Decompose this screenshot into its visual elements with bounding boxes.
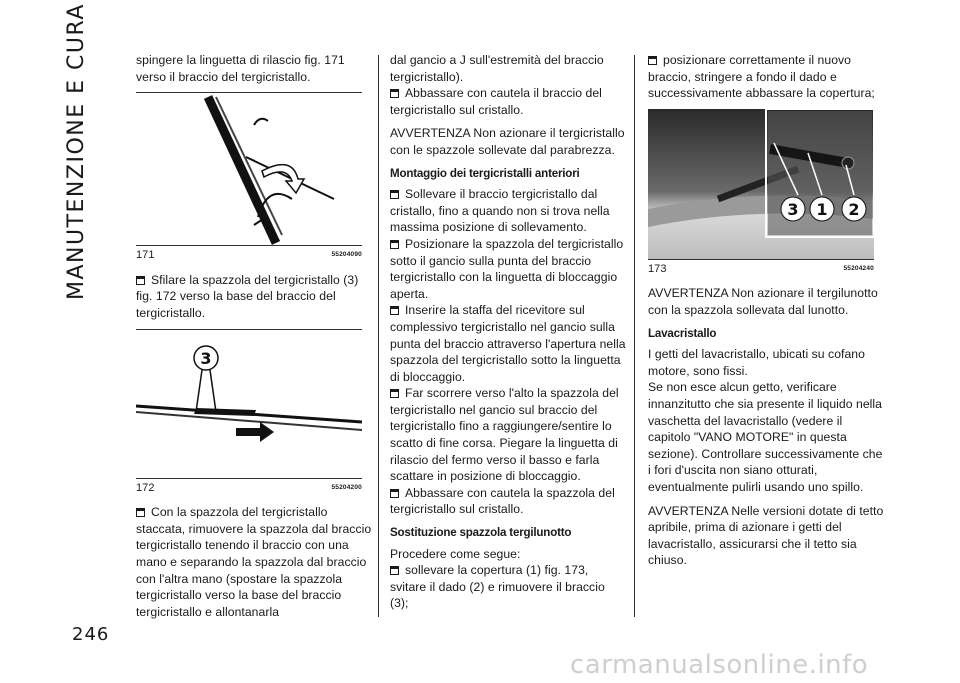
warning-text: AVVERTENZA Non azionare il tergicristallo con le spazzole sollevate dal parabrezza. bbox=[390, 126, 625, 157]
bullet-icon bbox=[390, 240, 399, 249]
bullet-text: Inserire la staffa del ricevitore sul complessivo tergicristallo nel gancio sulla punta del braccio attraverso l'apertura nella spazzola del tergicristallo sotto la linguetta di bloccaggio. bbox=[390, 303, 626, 384]
bullet-icon bbox=[390, 306, 399, 315]
callout-3: 3 bbox=[787, 199, 799, 219]
column-3 bbox=[648, 52, 884, 576]
bullet-text: Sollevare il braccio tergicristallo dal cristallo, fino a quando non si trova nella massima posizione di sollevamento. bbox=[390, 187, 610, 235]
bullet-text: sollevare la copertura (1) fig. 173, svitare il dado (2) e rimuovere il braccio (3); bbox=[390, 563, 605, 611]
bullet-text: Sfilare la spazzola del tergicristallo (3) fig. 172 verso la base del braccio del tergicristallo. bbox=[136, 272, 359, 320]
paragraph: Se non esce alcun getto, verificare innanzitutto che sia presente il liquido nella vaschetta del lavacristallo (vedere il capitolo "VANO MOTORE" in questa sezione). Controllare successivamente che i fori d'uscita non siano otturati, eventualmente pulirli usando uno spillo. bbox=[648, 380, 883, 494]
paragraph: dal gancio a J sull'estremità del braccio tergicristallo). bbox=[390, 53, 604, 84]
wiper-blade-illustration bbox=[136, 332, 362, 478]
bullet-icon bbox=[390, 566, 399, 575]
section-heading: Montaggio dei tergicristalli anteriori bbox=[390, 166, 580, 180]
column-1 bbox=[136, 52, 372, 620]
figure-code: 55204200 bbox=[331, 483, 362, 491]
bullet-icon bbox=[136, 276, 145, 285]
warning-text: AVVERTENZA Non azionare il tergilunotto con la spazzola sollevata dal lunotto. bbox=[648, 286, 878, 317]
figure-173 bbox=[648, 109, 874, 278]
section-heading: Sostituzione spazzola tergilunotto bbox=[390, 526, 572, 540]
figure-172 bbox=[136, 329, 362, 497]
bullet-icon bbox=[390, 89, 399, 98]
figure-code: 55204240 bbox=[843, 264, 874, 272]
column-divider bbox=[378, 55, 379, 617]
callout-2: 2 bbox=[848, 199, 860, 219]
bullet-text: Far scorrere verso l'alto la spazzola del tergicristallo nel gancio sul braccio del tergicristallo fino a raggiungere/sentire lo scatto di fine corsa. Piegare la linguetta di rilascio del fermo verso il basso e farla scattare in posizione di bloccaggio. bbox=[390, 386, 619, 484]
callout-3: 3 bbox=[200, 348, 212, 368]
bullet-text: Abbassare con cautela il braccio del tergicristallo sul cristallo. bbox=[390, 86, 602, 117]
watermark: carmanualsonline.info bbox=[570, 650, 869, 680]
figure-code: 55204090 bbox=[331, 251, 362, 259]
paragraph: Procedere come segue: bbox=[390, 546, 521, 561]
bullet-text: Posizionare la spazzola del tergicristallo sotto il gancio sulla punta del braccio tergicristallo con la linguetta di bloccaggio aperta. bbox=[390, 236, 624, 301]
rear-wiper-photo bbox=[648, 109, 874, 259]
bullet-icon bbox=[648, 56, 657, 65]
figure-number: 171 bbox=[136, 249, 155, 262]
bullet-icon bbox=[390, 389, 399, 398]
bullet-icon bbox=[136, 508, 145, 517]
figure-number: 173 bbox=[648, 262, 667, 275]
bullet-text: Con la spazzola del tergicristallo staccata, rimuovere la spazzola dal braccio tergicristallo tenendo il braccio con una mano e separando la spazzola dal braccio con l'altra mano (spostare la spazzola tergicristallo verso la base del braccio tergicristallo e allontanarla bbox=[136, 505, 372, 619]
paragraph: I getti del lavacristallo, ubicati su cofano motore, sono fissi. bbox=[648, 347, 865, 378]
bullet-icon bbox=[390, 190, 399, 199]
bullet-icon bbox=[390, 489, 399, 498]
page-number: 246 bbox=[72, 624, 110, 645]
paragraph: spingere la linguetta di rilascio fig. 171 verso il braccio del tergicristallo. bbox=[136, 53, 345, 84]
column-2 bbox=[390, 52, 626, 619]
section-heading: Lavacristallo bbox=[648, 326, 717, 340]
figure-number: 172 bbox=[136, 481, 155, 494]
bullet-text: posizionare correttamente il nuovo braccio, stringere a fondo il dado e successivamente abbassare la copertura; bbox=[648, 53, 875, 101]
column-divider bbox=[634, 55, 635, 617]
section-title: MANUTENZIONE E CURA bbox=[64, 3, 89, 300]
callout-1: 1 bbox=[816, 199, 828, 219]
warning-text: AVVERTENZA Nelle versioni dotate di tetto apribile, prima di azionare i getti del lavacristallo, assicurarsi che il tetto sia chiuso. bbox=[648, 503, 884, 568]
wiper-arm-illustration bbox=[136, 95, 362, 245]
figure-171 bbox=[136, 92, 362, 264]
bullet-text: Abbassare con cautela la spazzola del tergicristallo sul cristallo. bbox=[390, 485, 615, 517]
